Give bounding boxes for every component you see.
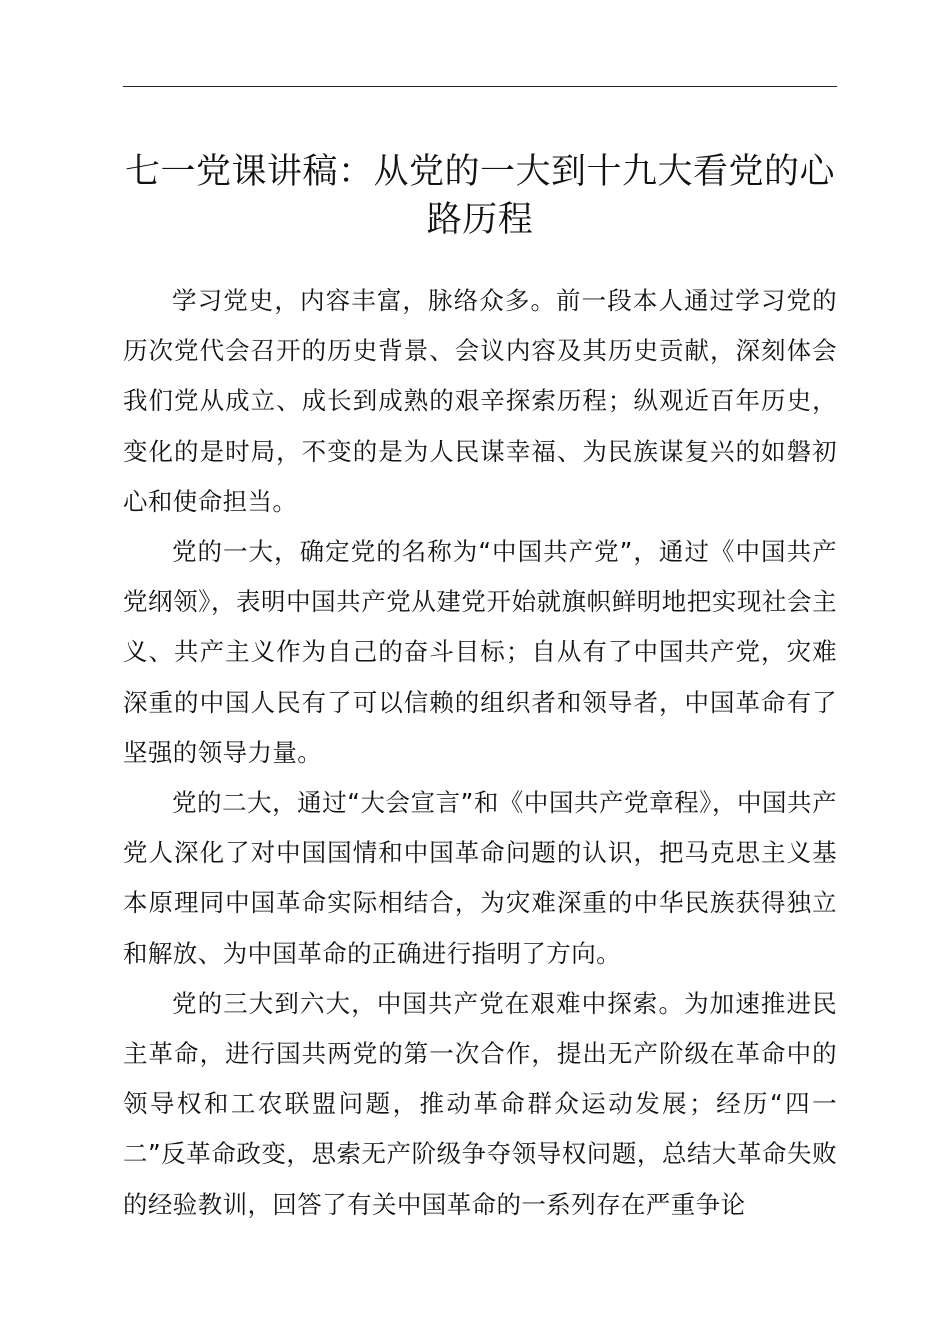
- paragraph-second-congress: 党的二大，通过“大会宣言”和《中国共产党章程》，中国共产党人深化了对中国国情和中国革命问题的认识，把马克思主义基本原理同中国革命实际相结合，为灾难深重的中华民族获得独立和解放、为中国革命的正确进行指明了方向。: [123, 788, 837, 968]
- header-rule: [123, 86, 837, 87]
- paragraph-first-congress: 党的一大，确定党的名称为“中国共产党”，通过《中国共产党纲领》，表明中国共产党从建党开始就旗帜鲜明地把实现社会主义、共产主义作为自己的奋斗目标；自从有了中国共产党，灾难深重的中国人民有了可以信赖的组织者和领导者，中国革命有了坚强的领导力量。: [123, 537, 837, 767]
- document-body: [123, 276, 837, 1230]
- paragraph-intro: 学习党史，内容丰富，脉络众多。前一段本人通过学习党的历次党代会召开的历史背景、会议内容及其历史贡献，深刻体会我们党从成立、成长到成熟的艰辛探索历程；纵观近百年历史，变化的是时局，不变的是为人民谋幸福、为民族谋复兴的如磐初心和使命担当。: [123, 286, 837, 516]
- document-title: 七一党课讲稿：从党的一大到十九大看党的心路历程: [124, 152, 835, 240]
- paragraph-third-to-sixth-congress: 党的三大到六大，中国共产党在艰难中探索。为加速推进民主革命，进行国共两党的第一次合作，提出无产阶级在革命中的领导权和工农联盟问题，推动革命群众运动发展；经历“四一二”反革命政变，思索无产阶级争夺领导权问题，总结大革命失败的经验教训，回答了有关中国革命的一系列存在严重争论: [123, 988, 837, 1219]
